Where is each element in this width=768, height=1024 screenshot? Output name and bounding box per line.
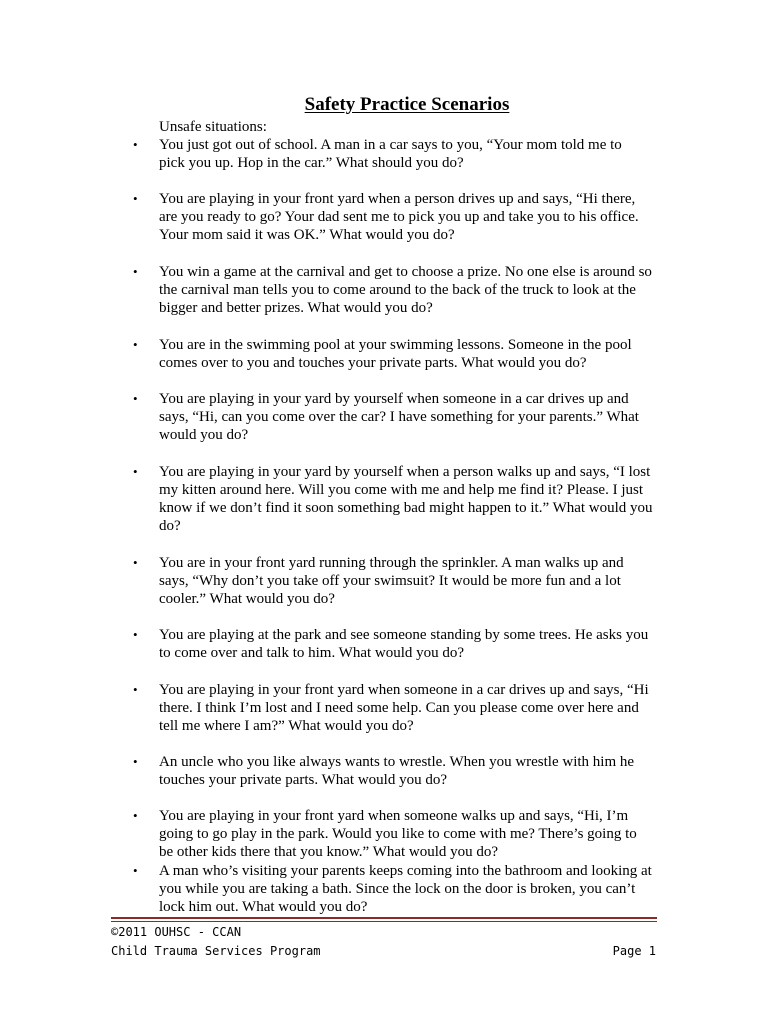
list-item: [133, 753, 663, 789]
scenario-text: You are playing in your yard by yourself when a person walks up and says, “I lost my kitten around here. Will you come with me and help me find it? Please. I just know if we don’t find it soon something bad might happen to it.” What would you do?: [159, 464, 653, 534]
bullet-icon: •: [133, 627, 138, 642]
bullet-icon: •: [133, 264, 138, 279]
list-item: [133, 681, 663, 735]
footer-program-name: Child Trauma Services Program: [111, 944, 321, 958]
bullet-icon: •: [133, 555, 138, 570]
list-item: [133, 136, 663, 172]
bullet-icon: •: [133, 337, 138, 352]
page-title: Safety Practice Scenarios: [304, 94, 510, 115]
scenario-text: You are playing in your front yard when someone in a car drives up and says, “Hi there. I think I’m lost and I need some help. Can you please come over here and tell me where I am?” What would you do?: [159, 682, 649, 734]
list-item: [133, 554, 663, 608]
list-item: [133, 390, 663, 444]
page-number: Page 1: [612, 944, 656, 958]
scenario-text: You are playing in your front yard when someone walks up and says, “Hi, I’m going to go play in the park. Would you like to come with me? There’s going to be other kids there that you know.” What would you do?: [159, 808, 637, 860]
scenario-text: You are playing at the park and see someone standing by some trees. He asks you to come over and talk to him. What would you do?: [159, 627, 649, 661]
bullet-icon: •: [133, 682, 138, 697]
list-item: [133, 807, 663, 861]
scenario-text: You win a game at the carnival and get to choose a prize. No one else is around so the carnival man tells you to come around to the back of the truck to look at the bigger and better prizes. What would you do?: [159, 264, 652, 316]
footer-copyright: ©2011 OUHSC - CCAN: [111, 925, 242, 939]
scenario-text: You are in the swimming pool at your swimming lessons. Someone in the pool comes over to you and touches your private parts. What would you do?: [159, 337, 632, 371]
scenario-text: You are in your front yard running through the sprinkler. A man walks up and says, “Why don’t you take off your swimsuit? It would be more fun and a lot cooler.” What would you do?: [159, 555, 624, 607]
bullet-icon: •: [133, 137, 138, 152]
bullet-icon: •: [133, 863, 138, 878]
scenario-text: You just got out of school. A man in a car says to you, “Your mom told me to pick you up. Hop in the car.” What should you do?: [159, 137, 622, 171]
scenario-text: A man who’s visiting your parents keeps coming into the bathroom and looking at you while you are taking a bath. Since the lock on the door is broken, you can’t lock him out. What would you do?: [159, 863, 652, 915]
section-subheading: Unsafe situations:: [159, 119, 267, 135]
list-item: [133, 336, 663, 372]
bullet-icon: •: [133, 808, 138, 823]
scenario-text: An uncle who you like always wants to wrestle. When you wrestle with him he touches your private parts. What would you do?: [159, 754, 635, 788]
bullet-icon: •: [133, 754, 138, 769]
list-item: [133, 190, 663, 244]
list-item: [133, 463, 663, 535]
bullet-icon: •: [133, 191, 138, 206]
footer-divider: [111, 921, 657, 922]
bullet-icon: •: [133, 464, 138, 479]
footer-divider: [111, 917, 657, 919]
list-item: [133, 626, 663, 662]
bullet-icon: •: [133, 391, 138, 406]
scenario-text: You are playing in your front yard when a person drives up and says, “Hi there, are you ready to go? Your dad sent me to pick you up and take you to his office. Your mom said it was OK.” What would you do?: [159, 191, 639, 243]
list-item: [133, 263, 663, 317]
list-item: [133, 862, 663, 916]
scenario-text: You are playing in your yard by yourself when someone in a car drives up and says, “Hi, can you come over the car? I have something for your parents.” What would you do?: [159, 391, 639, 443]
